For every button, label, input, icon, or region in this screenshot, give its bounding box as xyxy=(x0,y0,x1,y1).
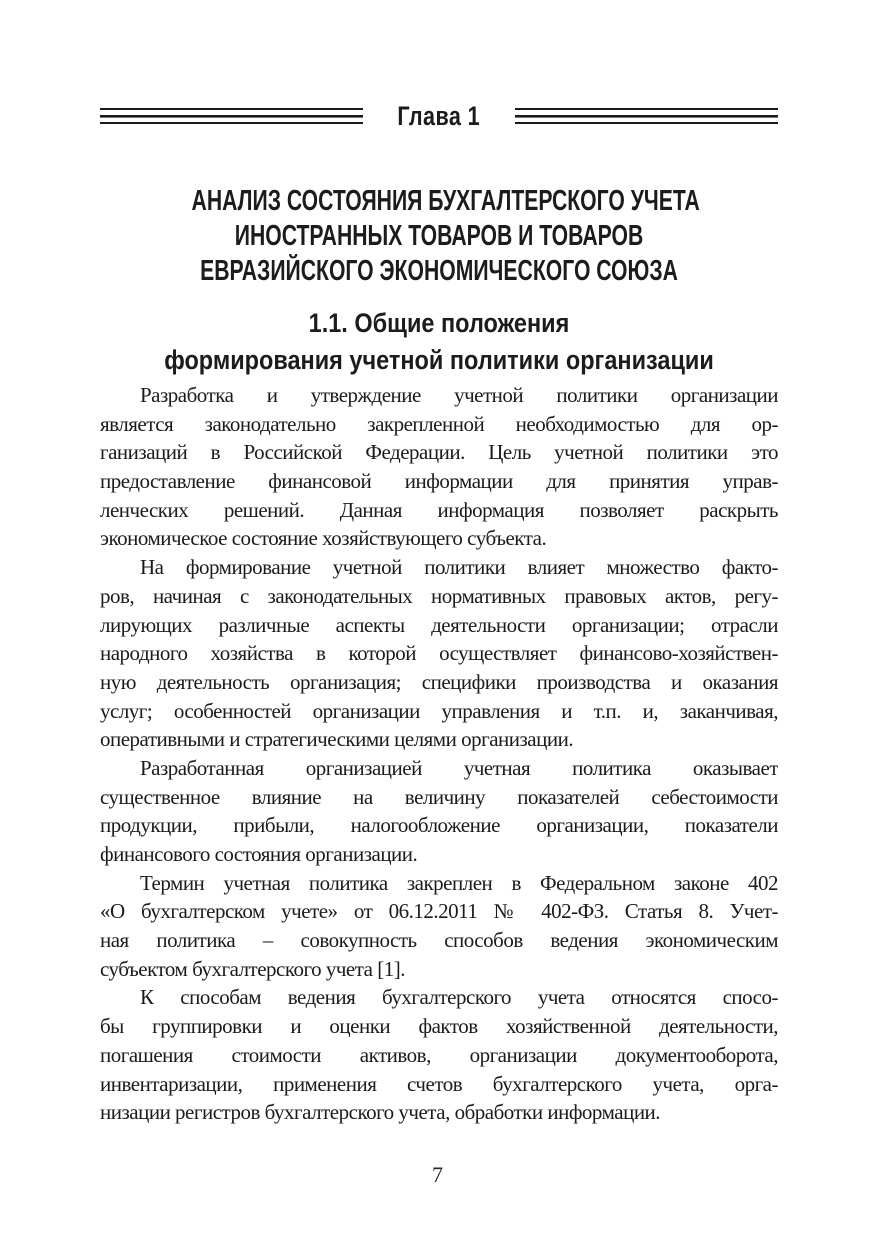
chapter-title xyxy=(100,184,778,289)
paragraph xyxy=(100,553,778,754)
header-rule-left xyxy=(100,108,363,124)
paragraph-line: Разработанная организацией учетная политика оказывает xyxy=(140,755,778,780)
paragraph-line: «О бухгалтерском учете» от 06.12.2011 № 402-ФЗ. Статья 8. Учет- xyxy=(100,899,778,924)
chapter-title-line: АНАЛИЗ СОСТОЯНИЯ БУХГАЛТЕРСКОГО УЧЕТА xyxy=(191,185,700,217)
paragraph-line: финансового состояния организации. xyxy=(100,842,418,866)
paragraph-line: лирующих различные аспекты деятельности организации; отрасли xyxy=(100,612,778,637)
paragraph-line: ганизаций в Российской Федерации. Цель учетной политики это xyxy=(100,440,778,465)
paragraph xyxy=(100,381,778,553)
paragraph-line: К способам ведения бухгалтерского учета относятся спосо- xyxy=(140,985,778,1010)
paragraph-line: субъектом бухгалтерского учета [1]. xyxy=(100,956,405,981)
chapter-title-line: ЕВРАЗИЙСКОГО ЭКОНОМИЧЕСКОГО СОЮЗА xyxy=(200,255,678,287)
paragraph-line: погашения стоимости активов, организации документооборота, xyxy=(100,1042,778,1067)
body-text xyxy=(100,381,778,1127)
section-heading xyxy=(100,305,778,379)
paragraph-line: низации регистров бухгалтерского учета, обработки информации. xyxy=(100,1100,661,1125)
paragraph-line: продукции, прибыли, налогообложение организации, показатели xyxy=(100,813,778,838)
paragraph-line: На формирование учетной политики влияет множество факто- xyxy=(140,555,778,580)
paragraph-line: бы группировки и оценки фактов хозяйственной деятельности, xyxy=(100,1014,778,1039)
paragraph-line: инвентаризации, применения счетов бухгалтерского учета, орга- xyxy=(100,1071,778,1096)
header-rule-right xyxy=(515,108,778,124)
page-number: 7 xyxy=(432,1162,443,1187)
paragraph-line: ная политика – совокупность способов ведения экономическим xyxy=(100,928,778,953)
paragraph-line: ную деятельность организация; специфики производства и оказания xyxy=(100,669,778,694)
paragraph xyxy=(100,754,778,869)
chapter-header xyxy=(100,96,778,136)
section-heading-line: формирования учетной политики организации xyxy=(164,345,714,375)
paragraph-line: является законодательно закрепленной необходимостью для ор- xyxy=(100,411,778,436)
chapter-label: Глава 1 xyxy=(397,100,481,131)
paragraph-line: ров, начиная с законодательных нормативных правовых актов, регу- xyxy=(100,583,778,608)
paragraph-line: предоставление финансовой информации для принятия управ- xyxy=(100,469,778,494)
paragraph-line: Термин учетная политика закреплен в Федеральном законе 402 xyxy=(140,870,778,895)
paragraph xyxy=(100,983,778,1126)
paragraph-line: народного хозяйства в которой осуществляет финансово-хозяйствен- xyxy=(100,641,778,666)
paragraph-line: Разработка и утверждение учетной политики организации xyxy=(140,383,778,407)
paragraph-line: оперативными и стратегическими целями организации. xyxy=(100,727,574,752)
paragraph xyxy=(100,869,778,984)
paragraph-line: существенное влияние на величину показателей себестоимости xyxy=(100,784,778,809)
section-heading-line: 1.1. Общие положения xyxy=(308,308,570,338)
paragraph-line: экономическое состояние хозяйствующего субъекта. xyxy=(100,526,547,551)
paragraph-line: ленческих решений. Данная информация позволяет раскрыть xyxy=(100,497,778,522)
chapter-title-line: ИНОСТРАННЫХ ТОВАРОВ И ТОВАРОВ xyxy=(234,220,644,252)
paragraph-line: услуг; особенностей организации управления и т.п. и, заканчивая, xyxy=(100,698,778,723)
